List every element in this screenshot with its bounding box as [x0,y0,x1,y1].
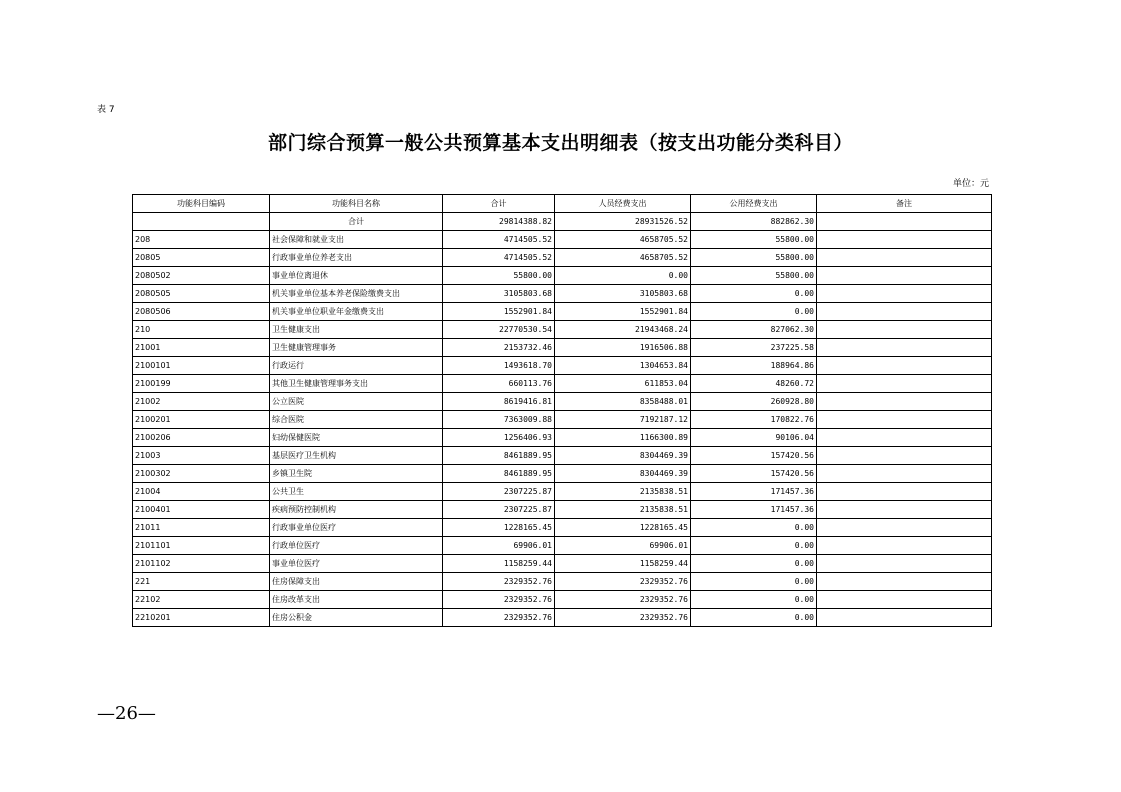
table-total-row [133,213,992,231]
cell-public: 0.00 [691,519,817,537]
cell-note [817,609,992,627]
cell-code: 20805 [133,249,270,267]
cell-total: 4714505.52 [443,231,555,249]
cell-code: 208 [133,231,270,249]
cell-total: 29814388.82 [443,213,555,231]
cell-personnel: 7192187.12 [555,411,691,429]
cell-personnel: 1228165.45 [555,519,691,537]
cell-personnel: 8358488.01 [555,393,691,411]
cell-public: 0.00 [691,591,817,609]
cell-name: 基层医疗卫生机构 [270,447,443,465]
table-row [133,393,992,411]
cell-personnel: 1166300.89 [555,429,691,447]
cell-public: 55800.00 [691,267,817,285]
cell-public: 171457.36 [691,501,817,519]
cell-personnel: 4658705.52 [555,231,691,249]
table-row [133,231,992,249]
header-public: 公用经费支出 [691,195,817,213]
cell-public: 827062.30 [691,321,817,339]
cell-total: 2329352.76 [443,573,555,591]
cell-public: 157420.56 [691,447,817,465]
cell-code: 22102 [133,591,270,609]
cell-total: 2153732.46 [443,339,555,357]
cell-code: 2100302 [133,465,270,483]
table-row [133,555,992,573]
cell-total: 55800.00 [443,267,555,285]
table-row [133,375,992,393]
table-row [133,483,992,501]
cell-code: 2100206 [133,429,270,447]
cell-note [817,357,992,375]
cell-note [817,267,992,285]
cell-note [817,519,992,537]
cell-name: 合计 [270,213,443,231]
header-name: 功能科目名称 [270,195,443,213]
cell-name: 公共卫生 [270,483,443,501]
cell-note [817,591,992,609]
cell-name: 妇幼保健医院 [270,429,443,447]
table-row [133,447,992,465]
table-row [133,573,992,591]
cell-name: 行政事业单位养老支出 [270,249,443,267]
cell-note [817,411,992,429]
cell-total: 1158259.44 [443,555,555,573]
cell-total: 2307225.87 [443,483,555,501]
cell-name: 疾病预防控制机构 [270,501,443,519]
cell-note [817,465,992,483]
cell-name: 事业单位离退休 [270,267,443,285]
cell-name: 机关事业单位基本养老保险缴费支出 [270,285,443,303]
cell-public: 0.00 [691,285,817,303]
cell-total: 2329352.76 [443,591,555,609]
table-row [133,609,992,627]
cell-note [817,501,992,519]
table-row [133,267,992,285]
cell-personnel: 2329352.76 [555,591,691,609]
table-row [133,465,992,483]
cell-name: 住房改革支出 [270,591,443,609]
cell-name: 卫生健康管理事务 [270,339,443,357]
cell-name: 事业单位医疗 [270,555,443,573]
cell-public: 0.00 [691,537,817,555]
cell-personnel: 1158259.44 [555,555,691,573]
table-row [133,501,992,519]
cell-note [817,537,992,555]
table-label: 表 7 [97,105,115,115]
cell-total: 4714505.52 [443,249,555,267]
table-row [133,285,992,303]
cell-code: 2100199 [133,375,270,393]
cell-code: 221 [133,573,270,591]
cell-note [817,393,992,411]
cell-personnel: 4658705.52 [555,249,691,267]
cell-public: 55800.00 [691,231,817,249]
cell-public: 171457.36 [691,483,817,501]
cell-code: 2101101 [133,537,270,555]
unit-label: 单位：元 [952,179,989,189]
cell-name: 住房公积金 [270,609,443,627]
cell-public: 170822.76 [691,411,817,429]
table-row [133,303,992,321]
cell-public: 882862.30 [691,213,817,231]
cell-total: 1228165.45 [443,519,555,537]
cell-public: 0.00 [691,555,817,573]
cell-code: 210 [133,321,270,339]
cell-personnel: 611853.04 [555,375,691,393]
cell-name: 卫生健康支出 [270,321,443,339]
cell-total: 69906.01 [443,537,555,555]
cell-personnel: 2135838.51 [555,501,691,519]
cell-note [817,303,992,321]
cell-total: 1493618.70 [443,357,555,375]
cell-name: 综合医院 [270,411,443,429]
cell-total: 7363009.88 [443,411,555,429]
cell-public: 0.00 [691,303,817,321]
cell-code: 21002 [133,393,270,411]
cell-note [817,429,992,447]
cell-name: 行政单位医疗 [270,537,443,555]
cell-total: 2307225.87 [443,501,555,519]
cell-code: 2080506 [133,303,270,321]
page-title: 部门综合预算一般公共预算基本支出明细表（按支出功能分类科目） [267,132,853,154]
cell-personnel: 2329352.76 [555,609,691,627]
cell-total: 660113.76 [443,375,555,393]
cell-code [133,213,270,231]
cell-note [817,231,992,249]
cell-personnel: 8304469.39 [555,447,691,465]
cell-name: 公立医院 [270,393,443,411]
cell-code: 2100401 [133,501,270,519]
cell-note [817,213,992,231]
cell-total: 1552901.84 [443,303,555,321]
cell-note [817,249,992,267]
header-total: 合计 [443,195,555,213]
cell-public: 260928.80 [691,393,817,411]
table-row [133,519,992,537]
table-row [133,249,992,267]
cell-total: 8461889.95 [443,465,555,483]
cell-note [817,447,992,465]
cell-note [817,483,992,501]
cell-note [817,339,992,357]
cell-total: 3105803.68 [443,285,555,303]
cell-personnel: 3105803.68 [555,285,691,303]
table-row [133,321,992,339]
header-personnel: 人员经费支出 [555,195,691,213]
cell-name: 乡镇卫生院 [270,465,443,483]
cell-public: 48260.72 [691,375,817,393]
cell-public: 157420.56 [691,465,817,483]
cell-name: 行政事业单位医疗 [270,519,443,537]
cell-personnel: 28931526.52 [555,213,691,231]
cell-code: 21004 [133,483,270,501]
cell-personnel: 2135838.51 [555,483,691,501]
cell-total: 2329352.76 [443,609,555,627]
cell-name: 住房保障支出 [270,573,443,591]
cell-code: 21003 [133,447,270,465]
cell-personnel: 8304469.39 [555,465,691,483]
header-note: 备注 [817,195,992,213]
table-row [133,537,992,555]
cell-name: 其他卫生健康管理事务支出 [270,375,443,393]
cell-public: 237225.58 [691,339,817,357]
cell-personnel: 0.00 [555,267,691,285]
table-row [133,429,992,447]
cell-public: 55800.00 [691,249,817,267]
cell-personnel: 2329352.76 [555,573,691,591]
budget-table [132,194,992,627]
cell-personnel: 21943468.24 [555,321,691,339]
cell-personnel: 1552901.84 [555,303,691,321]
cell-code: 2100201 [133,411,270,429]
cell-total: 8619416.81 [443,393,555,411]
cell-name: 社会保障和就业支出 [270,231,443,249]
header-code: 功能科目编码 [133,195,270,213]
cell-public: 90106.04 [691,429,817,447]
cell-code: 2080502 [133,267,270,285]
cell-note [817,555,992,573]
cell-note [817,321,992,339]
cell-total: 1256406.93 [443,429,555,447]
cell-public: 188964.86 [691,357,817,375]
cell-public: 0.00 [691,573,817,591]
cell-note [817,573,992,591]
cell-personnel: 69906.01 [555,537,691,555]
page-number: —26— [97,703,156,724]
table-row [133,339,992,357]
table-row [133,357,992,375]
cell-note [817,375,992,393]
table-body [133,213,992,627]
cell-code: 2210201 [133,609,270,627]
cell-personnel: 1916506.88 [555,339,691,357]
cell-name: 行政运行 [270,357,443,375]
cell-code: 2100101 [133,357,270,375]
cell-code: 21011 [133,519,270,537]
cell-total: 22770530.54 [443,321,555,339]
table-row [133,411,992,429]
cell-code: 2101102 [133,555,270,573]
cell-code: 2080505 [133,285,270,303]
cell-note [817,285,992,303]
cell-code: 21001 [133,339,270,357]
cell-name: 机关事业单位职业年金缴费支出 [270,303,443,321]
cell-personnel: 1304653.84 [555,357,691,375]
cell-total: 8461889.95 [443,447,555,465]
table-header-row [133,195,992,213]
cell-public: 0.00 [691,609,817,627]
table-row [133,591,992,609]
